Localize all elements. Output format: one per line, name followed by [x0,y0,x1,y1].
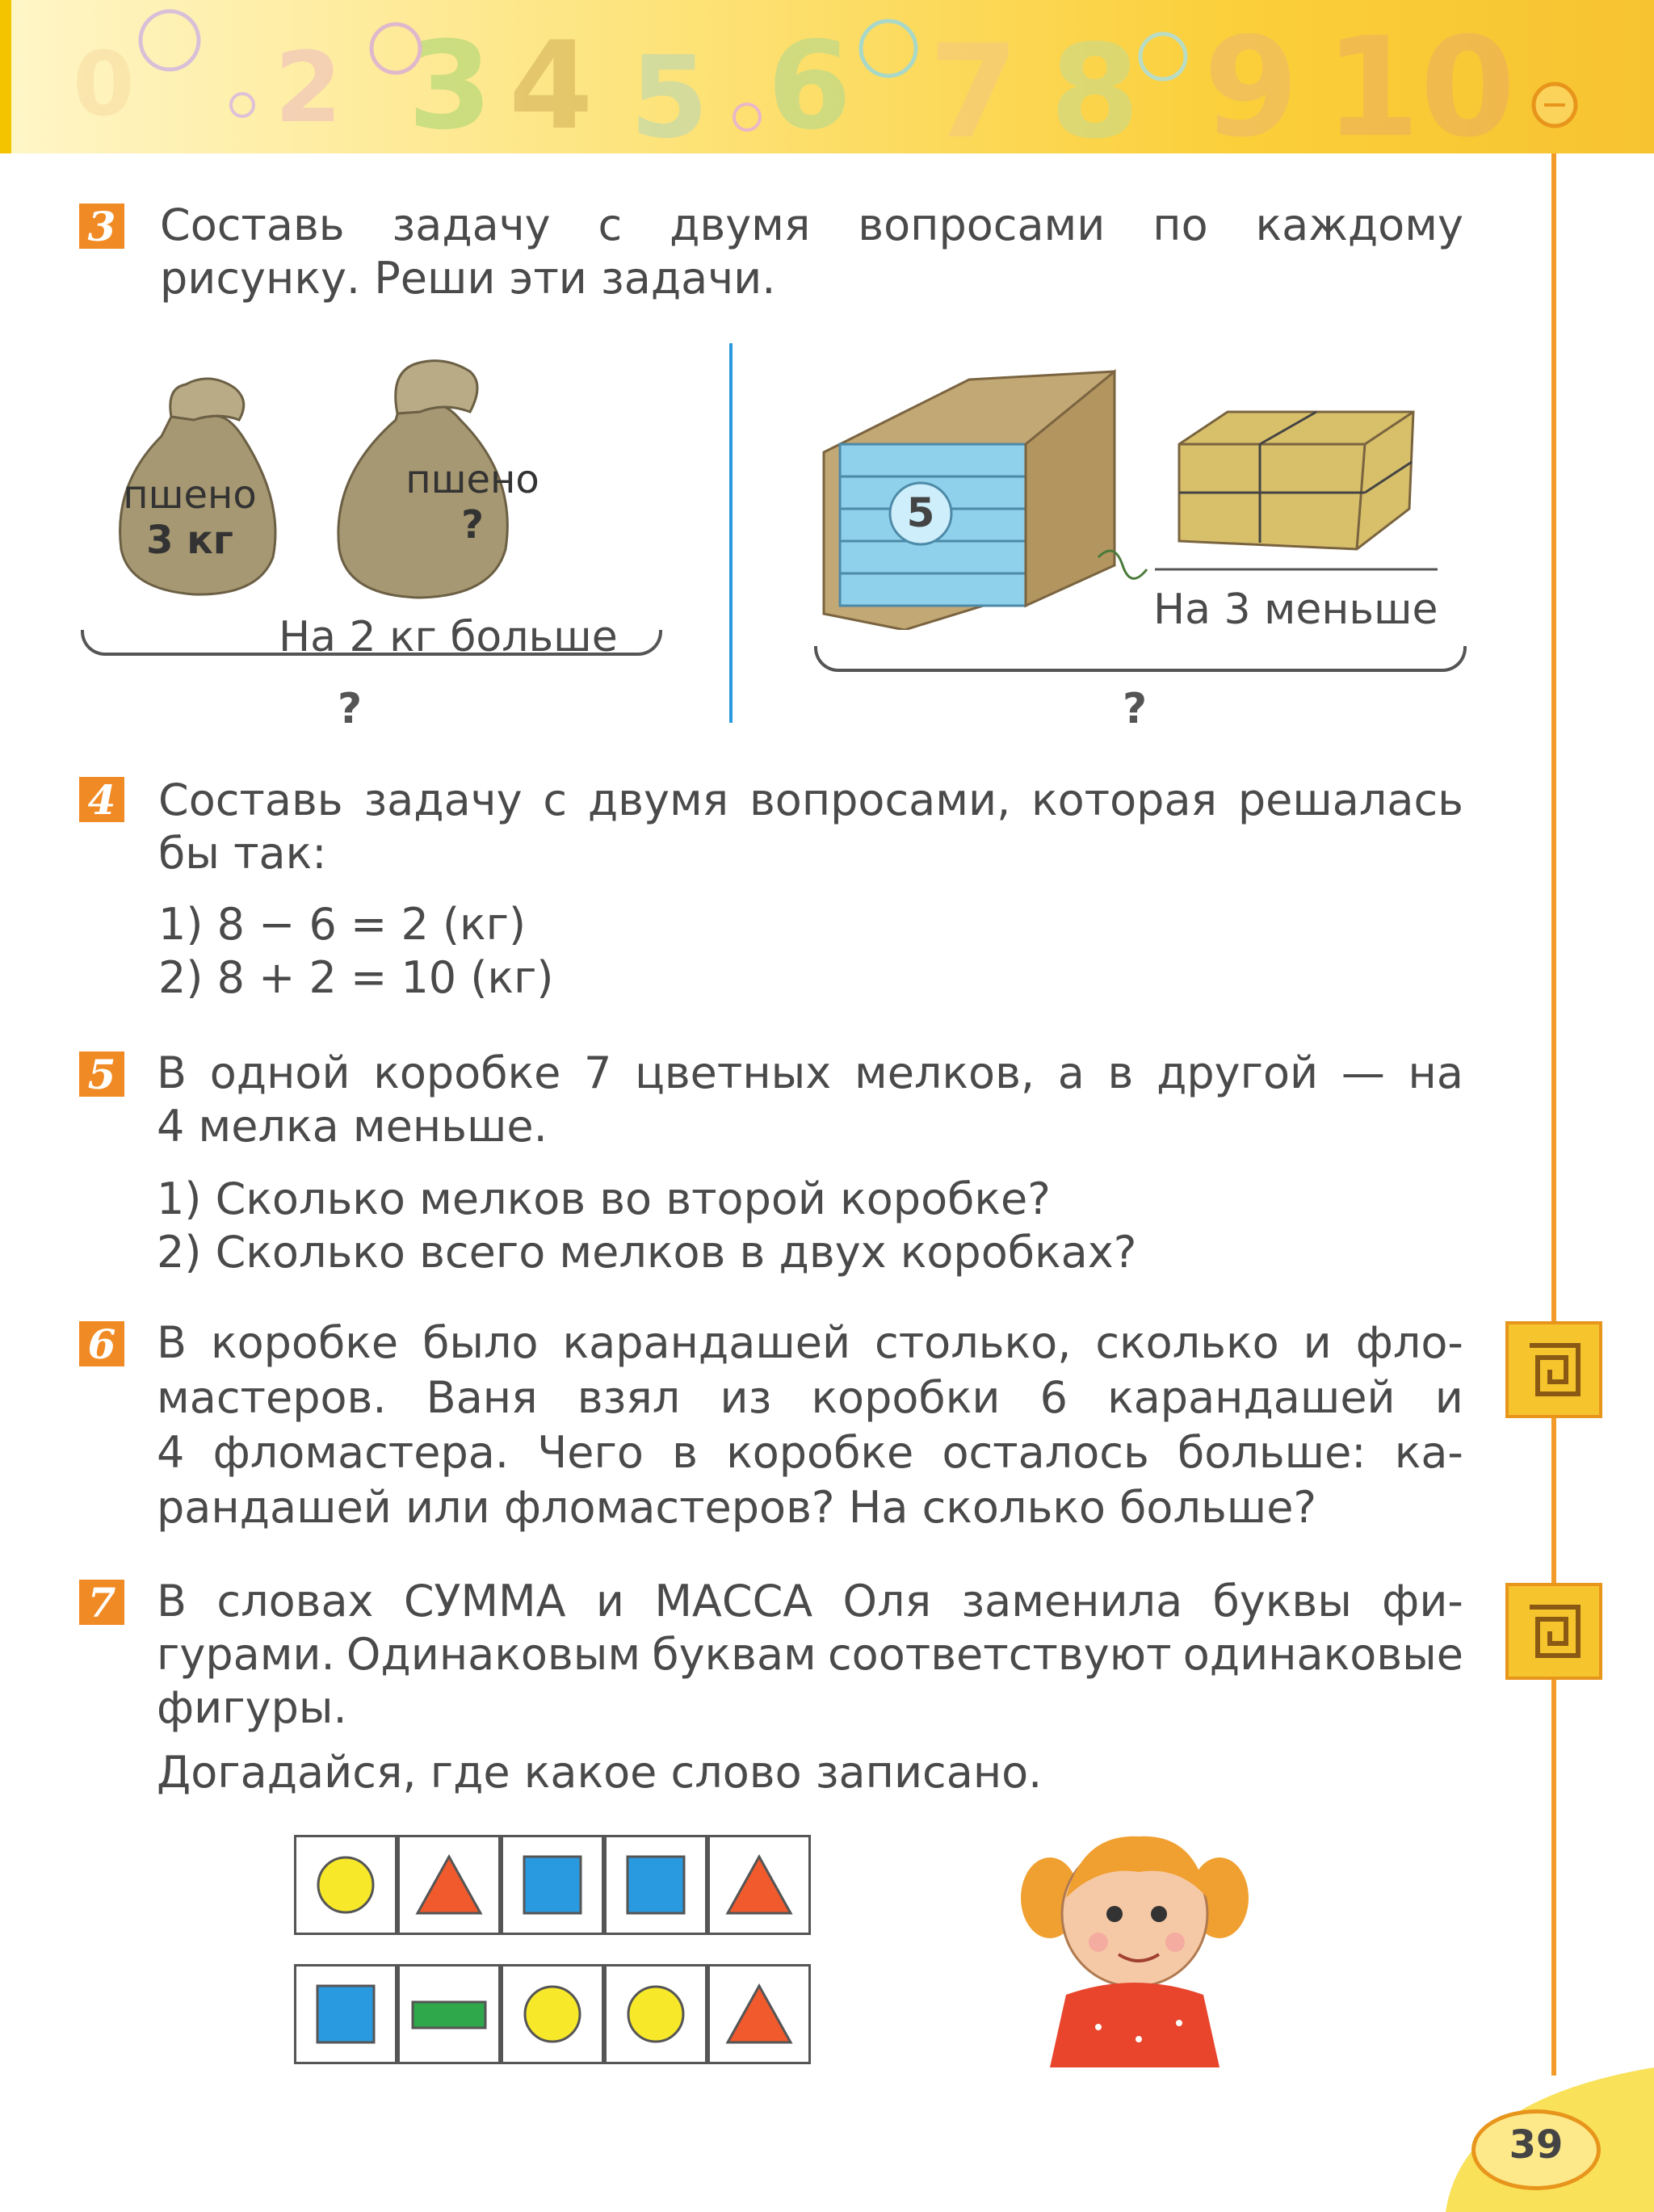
word: коробке [373,1047,561,1098]
red-triangle-shape [728,1857,791,1913]
banner-digit: 8 [1050,16,1140,153]
banner-digit: 3 [408,16,493,153]
word: решалась [1237,774,1463,825]
banner-digit: 0 [73,32,135,136]
banner-edge [0,0,11,153]
task5-question2: 2) Сколько всего мелков в двух коробках? [157,1227,1137,1278]
word: 6 [1039,1372,1068,1423]
word: вопросами [858,199,1106,250]
word: 4 [157,1427,185,1478]
bag1-word: пшено [123,472,257,518]
word: В [157,1576,187,1626]
yellow-circle-shape [628,1987,683,2042]
word: каждому [1255,199,1463,250]
task-number-badge: 4 [79,777,124,822]
banner-decoration [0,0,1654,153]
task5-question1: 1) Сколько мелков во второй коробке? [157,1173,1051,1224]
yellow-circle-shape [525,1987,580,2042]
shape-cell [397,1964,501,2064]
word: гурами. [157,1629,335,1680]
shape-cell [501,1835,604,1935]
right-question-mark: ? [1123,685,1148,733]
word: ка- [1394,1427,1463,1478]
word: буквам [652,1629,817,1680]
right-brace [814,646,1467,672]
word: мелков, [854,1047,1035,1098]
word: фло- [1355,1317,1463,1368]
green-rectangle-shape [413,2002,485,2028]
shape-cell [707,1964,811,2064]
bag1-label [121,472,258,563]
word: Ваня [426,1372,538,1423]
word: двумя [670,199,811,250]
task4-text-line2: бы так: [158,828,327,879]
word: коробке [211,1317,399,1368]
red-triangle-shape [728,1986,791,2042]
word: В [157,1047,187,1098]
shape-cell [707,1835,811,1935]
task7-text-line4: Догадайся, где какое слово записано. [157,1747,1043,1798]
bag2-label [396,457,549,548]
banner-digit: 10 [1324,8,1516,153]
word: одной [209,1047,351,1098]
word: из [720,1372,772,1423]
task4-text-line1 [158,774,1463,827]
banner-digit: 9 [1203,8,1299,153]
task4-step1: 1) 8 − 6 = 2 (кг) [158,899,527,950]
word: одинаковые [1182,1629,1463,1680]
word: — [1341,1047,1385,1098]
blue-square-shape [317,1986,374,2042]
task6-text-line4: рандашей или фломастеров? На сколько больше? [157,1482,1317,1533]
word: по [1152,199,1208,250]
banner-digit: 4 [509,16,594,153]
blue-square-shape [524,1857,581,1913]
shape-cell [604,1835,707,1935]
task5-text-line1 [157,1047,1463,1100]
blue-square-shape [628,1857,684,1913]
section-divider [729,343,733,723]
word: задачу [363,774,523,825]
word: взял [577,1372,681,1423]
word: вопросами, [749,774,1011,825]
word: заменила [961,1576,1183,1626]
word: коробке [726,1427,914,1478]
bag2-word: пшено [405,457,539,502]
word: словах [216,1576,374,1626]
word: Составь [158,774,343,825]
task-number-badge: 6 [79,1321,124,1366]
word: другой [1157,1047,1319,1098]
word: В [157,1317,187,1368]
banner-digit: 6 [767,16,852,153]
task-number-badge: 5 [79,1051,124,1097]
word: Составь [160,199,345,250]
word: в [672,1427,698,1478]
task-number-badge: 3 [79,204,124,249]
word: карандашей [1107,1372,1396,1423]
task3-text-line1 [160,199,1463,252]
word: осталось [942,1427,1149,1478]
word: Оля [842,1576,932,1626]
yellow-circle-shape [318,1857,373,1912]
shape-cell [604,1964,707,2064]
word: больше: [1177,1427,1366,1478]
task7-text-line3: фигуры. [157,1682,347,1733]
word: Одинаковым [346,1629,641,1680]
task6-text-line3 [157,1426,1463,1480]
header-banner [0,0,1654,153]
word: и [1434,1372,1463,1423]
book-count-label: 5 [906,489,935,536]
shape-word-grid [294,1835,817,2074]
banner-digit: 2 [275,32,342,145]
task6-text-line2 [157,1371,1463,1425]
word: а [1057,1047,1085,1098]
left-brace [81,630,662,656]
shape-cell [397,1835,501,1935]
word: в [1107,1047,1134,1098]
word: и [595,1576,624,1626]
word: фломастера. [212,1427,510,1478]
page-number: 39 [1509,2122,1564,2168]
word: МАССА [654,1576,813,1626]
bag1-weight: 3 кг [146,518,233,563]
word: цветных [635,1047,832,1098]
spiral-ornament-icon [1505,1583,1602,1680]
word: с [543,774,568,825]
task7-text-line2 [157,1628,1463,1681]
word: на [1408,1047,1463,1098]
word: 7 [584,1047,612,1098]
spiral-ornament-icon [1505,1321,1602,1418]
task4-step2: 2) 8 + 2 = 10 (кг) [158,952,554,1003]
task6-text-line1 [157,1316,1463,1370]
word: карандашей [562,1317,851,1368]
word: задачу [392,199,551,250]
word: соответствуют [827,1629,1172,1680]
word: которая [1031,774,1218,825]
left-relation-label: На 2 кг больше [279,613,618,661]
word: буквы [1212,1576,1352,1626]
right-relation-label: На 3 меньше [1153,586,1438,634]
banner-digit: 5 [630,32,709,153]
shape-cell [294,1835,397,1935]
task-number-badge: 7 [79,1580,124,1625]
word: с [598,199,623,250]
word: коробки [811,1372,1001,1423]
word: мастеров. [157,1372,387,1423]
word: Чего [537,1427,644,1478]
red-triangle-shape [418,1857,481,1913]
bag2-value: ? [461,502,484,548]
word: и [1303,1317,1332,1368]
word: двумя [587,774,729,825]
margin-line [1551,153,1556,2076]
shape-cell [294,1964,397,2064]
word: фи- [1382,1576,1463,1626]
girl-illustration [1018,1809,1260,2067]
word: СУММА [403,1576,566,1626]
word: было [422,1317,539,1368]
left-question-mark: ? [338,685,363,733]
task7-text-line1 [157,1575,1463,1628]
banner-digit: 7 [929,16,1019,153]
word: столько, [875,1317,1072,1368]
shape-cell [501,1964,604,2064]
word: сколько [1095,1317,1279,1368]
task5-text-line2: 4 мелка меньше. [157,1101,548,1152]
task3-text-line2: рисунку. Реши эти задачи. [160,253,776,304]
